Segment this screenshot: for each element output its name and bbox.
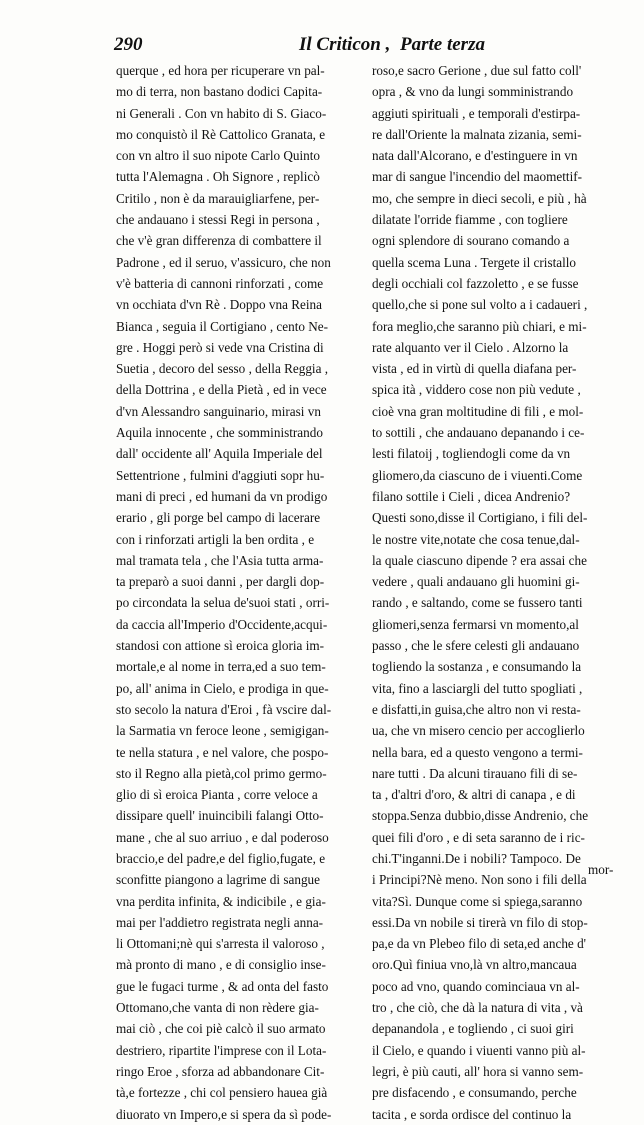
text-line: to sottili , che andauano depanando i ce- <box>372 425 585 441</box>
text-line: sto secolo la natura d'Eroi , fà vscire dal- <box>116 701 332 717</box>
text-line: essi.Da vn nobile si tirerà vn filo di stop- <box>372 914 588 930</box>
text-line: pre disfacendo , e consumando, perche <box>372 1085 577 1101</box>
text-line: mortale,e al nome in terra,ed a suo tem- <box>116 659 326 675</box>
text-line: la Sarmatia vn feroce leone , semigigan- <box>116 723 329 739</box>
text-line: Ottomano,che vanta di non rèdere gia- <box>116 1000 319 1016</box>
text-line: glio di sì eroica Pianta , corre veloce a <box>116 787 318 803</box>
text-line: ringo Eroe , sforza ad abbandonare Cit- <box>116 1063 325 1079</box>
text-line: che andauano i stessi Regi in persona , <box>116 212 320 228</box>
text-line: vedere , quali andauano gli huomini gi- <box>372 574 580 590</box>
text-line: tro , che ciò, che dà la natura di vita , và <box>372 1000 583 1016</box>
text-line: mo di terra, non bastano dodici Capita- <box>116 84 323 100</box>
text-line: vita, fino a lasciargli del tutto spogliati , <box>372 680 583 696</box>
text-line: dall' occidente all' Aquila Imperiale del <box>116 446 323 462</box>
text-line: nare tutti . Da alcuni tirauano fili di se- <box>372 765 578 781</box>
text-line: mai per l'addietro registrata negli anna- <box>116 914 324 930</box>
text-line: tacita , e sorda ordisce del continuo la <box>372 1106 572 1122</box>
text-line: dilatate l'orride fiamme , con togliere <box>372 212 568 228</box>
text-line: ogni splendore di sourano comando a <box>372 233 570 249</box>
text-line: mane , che al suo arriuo , e dal poderoso <box>116 829 329 845</box>
part-title: Parte terza <box>400 34 485 55</box>
text-line: il Cielo, e quando i viuenti vanno più al- <box>372 1042 586 1058</box>
text-line: opra , & vno da lungi somministrando <box>372 84 574 100</box>
text-line: erario , gli porge bel campo di lacerare <box>116 510 321 526</box>
text-line: filano sottile i Cieli , dicea Andrenio? <box>372 488 571 504</box>
text-line: te nella statura , e nel valore, che pospo- <box>116 744 329 760</box>
text-line: sconfitte piangono a lagrime di sangue <box>116 872 320 888</box>
text-line: quei fili d'oro , e di seta saranno de i ric- <box>372 829 585 845</box>
text-line: d'vn Alessandro sanguinario, mirasi vn <box>116 403 321 419</box>
text-line: Padrone , ed il seruo, v'assicuro, che non <box>116 254 331 270</box>
text-line: rando , e saltando, come se fussero tanti <box>372 595 583 611</box>
text-line: vn occhiata d'vn Rè . Doppo vna Reina <box>116 297 322 313</box>
text-line: re dall'Oriente la malnata zizania, semi- <box>372 126 582 142</box>
text-line: mani di preci , ed humani da vn prodigo <box>116 488 328 504</box>
text-line: mo conquistò il Rè Cattolico Granata, e <box>116 126 326 142</box>
text-line: gre . Hoggi però si vede vna Cristina di <box>116 339 324 355</box>
text-line: le nostre vite,notate che cosa tenue,dal- <box>372 531 580 547</box>
text-line: ta preparò a suoi danni , per dargli dop- <box>116 574 325 590</box>
text-line: poco ad vno, quando cominciaua vn al- <box>372 978 580 994</box>
text-line: sto il Regno alla pietà,col primo germo- <box>116 765 327 781</box>
text-line: togliendo la sostanza , e consumando la <box>372 659 582 675</box>
text-line: rate alquanto ver il Cielo . Alzorno la <box>372 339 569 355</box>
running-header <box>114 34 514 60</box>
catchword: mor- <box>588 862 614 877</box>
text-line: v'è batteria di cannoni rinforzati , come <box>116 275 324 291</box>
text-line: da caccia all'Imperio d'Occidente,acqui- <box>116 616 328 632</box>
right-text-column <box>372 60 618 1125</box>
text-line: mo, che sempre in dieci secoli, e più , hà <box>372 190 587 206</box>
text-line: spica ità , viddero cose non più vedute , <box>372 382 581 398</box>
text-line: ta , d'altri d'oro, & altri di canapa , e di <box>372 787 576 803</box>
text-line: tutta l'Alemagna . Oh Signore , replicò <box>116 169 320 185</box>
text-line: Questi sono,disse il Cortigiano, i fili del- <box>372 510 588 526</box>
left-text-column <box>116 60 360 1125</box>
text-line: vita?Sì. Dunque come si spiega,saranno <box>372 893 583 909</box>
text-line: cioè vna gran moltitudine di fili , e mol- <box>372 403 584 419</box>
text-line: fora meglio,che saranno più chiari, e mi- <box>372 318 587 334</box>
text-line: e disfatti,in guisa,che altro non vi resta- <box>372 701 581 717</box>
text-line: li Ottomani;nè qui s'arresta il valoroso , <box>116 936 325 952</box>
text-line: depanandola , e togliendo , ci suoi giri <box>372 1021 574 1037</box>
text-line: la quale ciascuno dipende ? era assai che <box>372 552 587 568</box>
text-line: gue le fugaci turme , & ad onta del fasto <box>116 978 329 994</box>
text-line: ua, che vn misero cencio per accoglierlo <box>372 723 585 739</box>
text-line: Bianca , seguia il Cortigiano , cento Ne- <box>116 318 329 334</box>
text-line: dissipare quell' inuincibili falangi Otto- <box>116 808 324 824</box>
text-line: Aquila innocente , che somministrando <box>116 425 323 441</box>
text-line: con i rinforzati artigli la ben ordita , e <box>116 531 315 547</box>
text-line: gliomeri,senza fermarsi vn momento,al <box>372 616 579 632</box>
text-line: po circondata la selua de'suoi stati , orri- <box>116 595 330 611</box>
text-line: Settentrione , fulmini d'aggiuti sopr hu- <box>116 467 325 483</box>
text-line: vna perdita infinita, & indicibile , e gia- <box>116 893 326 909</box>
text-line: pa,e da vn Plebeo filo di seta,ed anche d' <box>372 936 587 952</box>
text-line: braccio,e del padre,e del figlio,fugate, e <box>116 850 326 866</box>
text-line: destriero, ripartite l'imprese con il Lota- <box>116 1042 327 1058</box>
text-line: Critilo , non è da marauigliarfene, per- <box>116 190 320 206</box>
text-line: della Dottrina , e della Pietà , ed in vece <box>116 382 327 398</box>
text-line: po, all' anima in Cielo, e prodiga in que- <box>116 680 329 696</box>
text-line: gliomero,da ciascuno de i viuenti.Come <box>372 467 583 483</box>
text-line: con vn altro il suo nipote Carlo Quinto <box>116 148 321 164</box>
text-line: mà pronto di mano , e di consiglio inse- <box>116 957 326 973</box>
text-line: quella scema Luna . Tergete il cristallo <box>372 254 577 270</box>
page-number: 290 <box>114 34 143 55</box>
text-line: vista , ed in virtù di quella diafana per- <box>372 361 577 377</box>
text-line: nata dall'Alcorano, e d'estinguere in vn <box>372 148 578 164</box>
text-line: lesti filatoij , togliendogli come da vn <box>372 446 571 462</box>
text-line: quello,che si pone sul volto a i cadaueri , <box>372 297 588 313</box>
text-line: che v'è gran differenza di combattere il <box>116 233 322 249</box>
text-line: nella bara, ed a questo vengono a termi- <box>372 744 583 760</box>
text-line: chi.T'inganni.De i nobili? Tampoco. De <box>372 850 581 866</box>
text-line: mai ciò , che coi piè calcò il suo armato <box>116 1021 326 1037</box>
text-line: passo , che le sfere celesti gli andauano <box>372 638 580 654</box>
book-title: Il Criticon , <box>299 34 391 55</box>
text-line: degli occhiali col fazzoletto , e se fusse <box>372 275 579 291</box>
text-line: standosi con attione sì eroica gloria im- <box>116 638 325 654</box>
text-line: diuorato vn Impero,e si spera da sì pode- <box>116 1106 332 1122</box>
text-line: i Principi?Nè meno. Non sono i fili della <box>372 872 587 888</box>
text-line: querque , ed hora per ricuperare vn pal- <box>116 63 325 78</box>
text-line: stoppa.Senza dubbio,disse Andrenio, che <box>372 808 589 824</box>
text-line: oro.Quì finiua vno,là vn altro,mancaua <box>372 957 577 973</box>
text-line: mar di sangue l'incendio del maomettif- <box>372 169 583 185</box>
text-line: legri, è più cauti, all' hora si vanno sem- <box>372 1063 584 1079</box>
text-line: Suetia , decoro del sesso , della Reggia , <box>116 361 329 377</box>
text-line: mal tramata tela , che l'Asia tutta arma- <box>116 552 324 568</box>
text-line: aggiuti spirituali , e temporali d'estirpa- <box>372 105 581 121</box>
text-line: tà,e fortezze , chi col pensiero hauea già <box>116 1085 328 1101</box>
text-line: roso,e sacro Gerione , due sul fatto coll' <box>372 63 582 78</box>
text-line: ni Generali . Con vn habito di S. Giaco- <box>116 105 327 121</box>
